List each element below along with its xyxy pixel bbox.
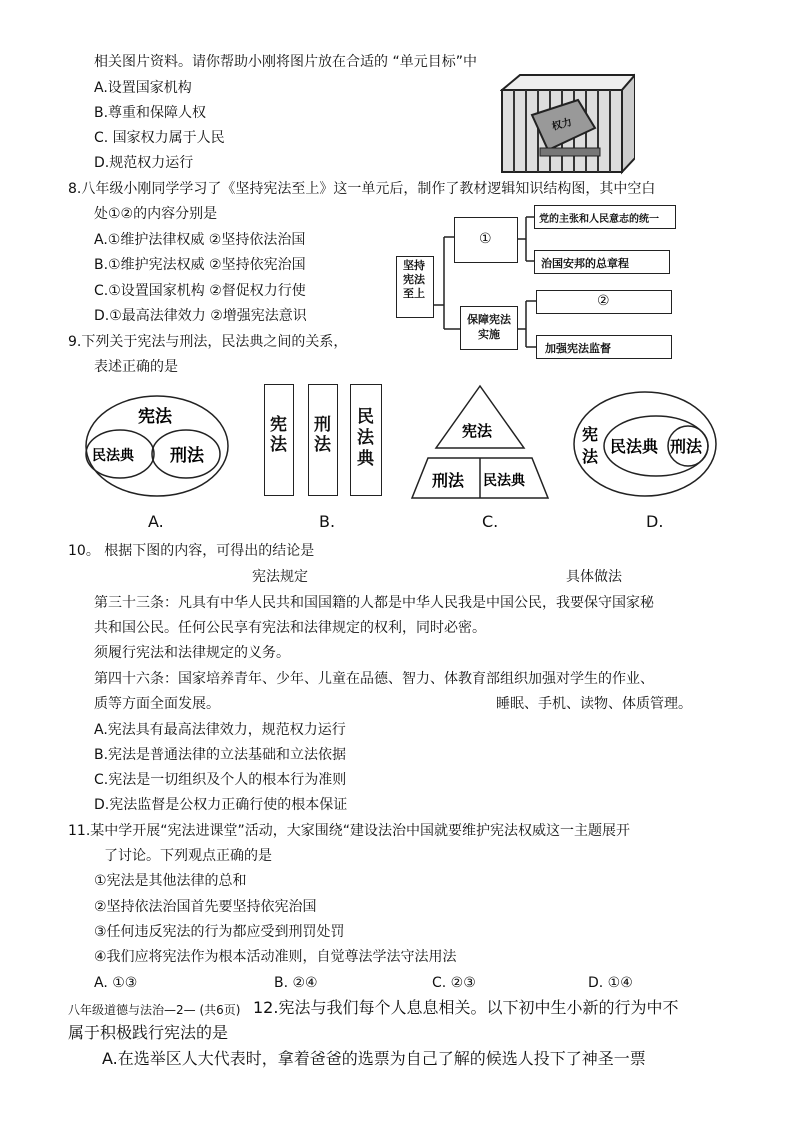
q10-line3: 须履行宪法和法律规定的义务。 <box>94 645 290 661</box>
q10-line2: 共和国公民。任何公民享有宪法和法律规定的权利，同时必密。 <box>94 620 486 636</box>
q11-answer-d: D. ①④ <box>588 975 633 991</box>
q8-option-c: C.①设置国家机构 ②督促权力行使 <box>94 283 306 299</box>
q9a-outer: 宪法 <box>138 407 172 427</box>
q8-root-box <box>396 256 434 318</box>
q9d-mid: 民法典 <box>610 437 659 456</box>
q9-option-a-label: A. <box>148 512 164 531</box>
q8-option-d: D.①最高法律效力 ②增强宪法意识 <box>94 308 307 324</box>
q8-leaf4-box <box>536 335 672 359</box>
q11-answer-b: B. ②④ <box>274 975 318 991</box>
power-label: 权力 <box>550 117 574 133</box>
q9b-box1 <box>264 384 294 496</box>
q7-option-c: C. 国家权力属于人民 <box>94 130 225 146</box>
q9a-right: 刑法 <box>170 446 204 466</box>
q11-item4: ④我们应将宪法作为根本活动准则，自觉尊法学法守法用法 <box>94 949 457 965</box>
q8-root-text: 坚持宪法至上 <box>403 259 425 300</box>
q11-answer-c: C. ②③ <box>432 975 476 991</box>
q7-option-b: B.尊重和保障人权 <box>94 105 207 121</box>
q8-stem-line1: 8.八年级小刚同学学习了《坚持宪法至上》这一单元后，制作了教材逻辑知识结构图，其中空白 <box>68 181 656 197</box>
q8-branch1-text: ① <box>479 231 492 247</box>
q9b-text1: 宪法 <box>270 415 287 455</box>
q11-item3: ③任何违反宪法的行为都应受到刑罚处罚 <box>94 924 345 940</box>
q9b-text3: 民法典 <box>357 407 374 469</box>
q9-stem-line2: 表述正确的是 <box>94 359 178 375</box>
q9c-top: 宪法 <box>462 422 493 440</box>
power-in-cage-image <box>500 70 635 175</box>
q10-line4: 第四十六条：国家培养青年、少年、儿童在品德、智力、体教育部组织加强对学生的作业、 <box>94 671 654 687</box>
q8-option-b: B.①维护宪法权威 ②坚持依宪治国 <box>94 257 306 273</box>
q8-leaf1-text: 党的主张和人民意志的统一 <box>539 214 659 225</box>
q9-option-a-diagram <box>82 390 232 502</box>
page-footer: 八年级道德与法治—2— (共6页) <box>68 1003 241 1017</box>
q9-stem-line1: 9.下列关于宪法与刑法，民法典之间的关系， <box>68 334 348 350</box>
q8-option-a: A.①维护法律权威 ②坚持依法治国 <box>94 232 306 248</box>
q11-answer-a: A. ①③ <box>94 975 138 991</box>
q9c-br: 民法典 <box>483 473 525 489</box>
q9-option-b-label: B. <box>319 512 336 531</box>
q7-option-d: D.规范权力运行 <box>94 155 194 171</box>
q10-option-d: D.宪法监督是公权力正确行使的根本保证 <box>94 797 348 813</box>
q8-branch2-box <box>460 306 518 350</box>
q10-stem: 10。 根据下图的内容，可得出的结论是 <box>68 543 315 559</box>
q9d-outer-1: 宪 <box>582 425 599 444</box>
q9d-outer-2: 法 <box>582 447 599 466</box>
q8-leaf2-text: 治国安邦的总章程 <box>541 257 629 270</box>
q10-col-right: 具体做法 <box>566 569 622 585</box>
q9-option-c-label: C. <box>482 512 499 531</box>
q11-item2: ②坚持依法治国首先要坚持依宪治国 <box>94 899 317 915</box>
q8-leaf3-box <box>536 290 672 314</box>
q11-stem-line2: 了讨论。下列观点正确的是 <box>104 848 272 864</box>
q10-option-a: A.宪法具有最高法律效力，规范权力运行 <box>94 722 346 738</box>
q9-option-d-label: D. <box>646 512 664 531</box>
q10-col-left: 宪法规定 <box>252 569 308 585</box>
q8-branch2-text: 保障宪法实施 <box>467 313 511 341</box>
q9b-box2 <box>308 384 338 496</box>
q8-leaf1-box <box>534 205 676 229</box>
q12-stem-line1: 12.宪法与我们每个人息息相关。以下初中生小新的行为中不 <box>253 998 679 1017</box>
q8-leaf3-text: ② <box>597 293 610 309</box>
q10-line5: 质等方面全面发展。 <box>94 696 220 712</box>
q10-option-b: B.宪法是普通法律的立法基础和立法依据 <box>94 747 347 763</box>
q7-stem: 相关图片资料。请你帮助小刚将图片放在合适的 “单元目标”中 <box>94 54 477 70</box>
q9d-inner: 刑法 <box>670 437 703 456</box>
q11-item1: ①宪法是其他法律的总和 <box>94 873 247 889</box>
q9c-bl: 刑法 <box>432 471 465 490</box>
q8-branch1-box <box>454 217 518 263</box>
q8-stem-line2: 处①②的内容分别是 <box>94 206 218 222</box>
q7-option-a: A.设置国家机构 <box>94 80 192 96</box>
q12-option-a: A.在选举区人大代表时，拿着爸爸的选票为自己了解的候选人投下了神圣一票 <box>102 1049 646 1068</box>
q10-option-c: C.宪法是一切组织及个人的根本行为准则 <box>94 772 347 788</box>
q10-right-tail: 睡眠、手机、读物、体质管理。 <box>496 696 692 712</box>
q9a-left: 民法典 <box>92 448 134 464</box>
q12-stem-line2: 属于积极践行宪法的是 <box>68 1023 229 1042</box>
q9b-text2: 刑法 <box>314 415 331 455</box>
q10-line1: 第三十三条：凡具有中华人民共和国国籍的人都是中华人民我是中国公民，我要保守国家秘 <box>94 595 654 611</box>
q9-option-d-diagram <box>570 388 720 500</box>
q8-leaf2-box <box>534 250 670 274</box>
q8-leaf4-text: 加强宪法监督 <box>545 342 611 355</box>
q9-option-c-diagram <box>408 382 553 502</box>
q9b-box3 <box>350 384 382 496</box>
q11-stem-line1: 11.某中学开展“宪法进课堂”活动，大家围绕“建设法治中国就要维护宪法权威这一主题展开 <box>68 823 631 839</box>
